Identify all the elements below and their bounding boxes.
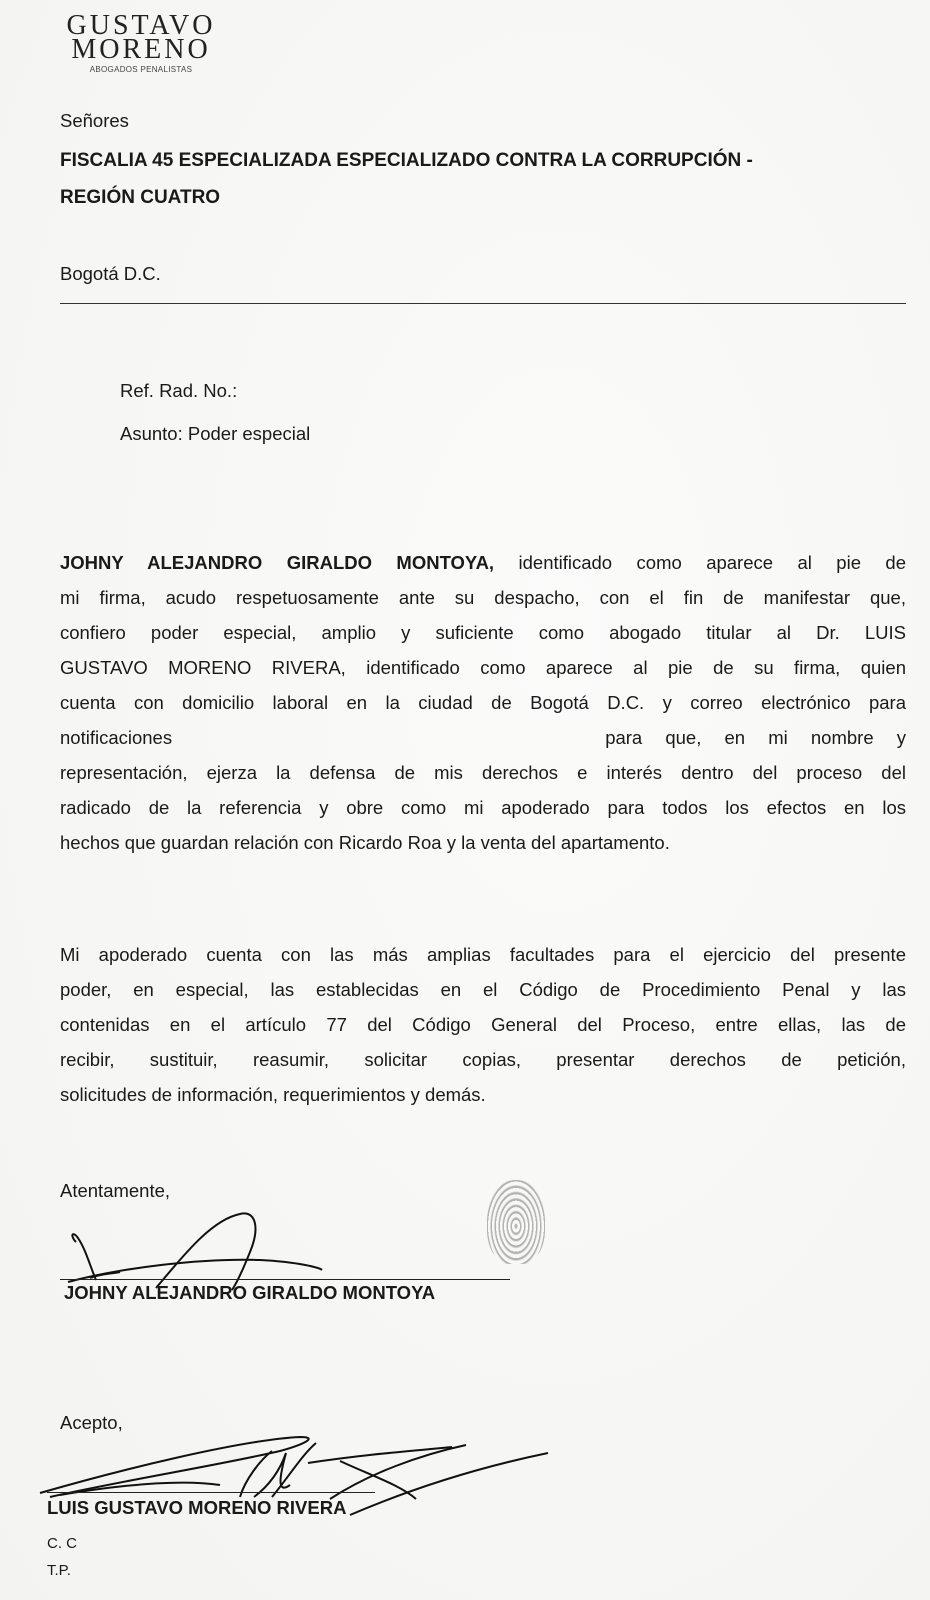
paragraph-2-line-4: recibir, sustituir, reasumir, solicitar copias, presentar derechos de petición, — [60, 1049, 906, 1070]
id-number-label: C. C — [47, 1535, 77, 1552]
header-divider — [60, 303, 906, 304]
paragraph-1-line-7: representación, ejerza la defensa de mis derechos e interés dentro del proceso del — [60, 762, 906, 783]
city: Bogotá D.C. — [60, 263, 161, 284]
recipient-line-2: REGIÓN CUATRO — [60, 187, 221, 208]
attorney-signature-line — [47, 1492, 375, 1493]
paragraph-2-line-1: Mi apoderado cuenta con las más amplias facultades para el ejercicio del presente — [60, 944, 906, 965]
grantor-signature-line — [60, 1279, 510, 1280]
grantor-name-inline: JOHNY ALEJANDRO GIRALDO MONTOYA, — [60, 552, 495, 573]
paragraph-1-line-3: confiero poder especial, amplio y suficiente como abogado titular al Dr. LUIS — [60, 622, 906, 643]
subject: Asunto: Poder especial — [120, 423, 311, 444]
logo-tagline: ABOGADOS PENALISTAS — [89, 65, 193, 74]
fingerprint — [487, 1180, 545, 1264]
salutation: Señores — [60, 110, 129, 131]
paragraph-1-line-2: mi firma, acudo respetuosamente ante su despacho, con el fin de manifestar que, — [60, 587, 906, 608]
paragraph-1-line-4: GUSTAVO MORENO RIVERA, identificado como aparece al pie de su firma, quien — [60, 657, 906, 678]
paragraph-2-line-2: poder, en especial, las establecidas en el Código de Procedimiento Penal y las — [60, 979, 906, 1000]
paragraph-1-line-1: JOHNY ALEJANDRO GIRALDO MONTOYA, identificado como aparece al pie de — [60, 552, 906, 573]
paragraph-2-line-5: solicitudes de información, requerimientos y demás. — [60, 1084, 486, 1105]
notifications-label: notificaciones — [60, 727, 173, 748]
professional-card-label: T.P. — [47, 1562, 71, 1579]
recipient-line-1: FISCALIA 45 ESPECIALIZADA ESPECIALIZADO CONTRA LA CORRUPCIÓN - — [60, 150, 753, 171]
paragraph-grant-of-power — [60, 545, 906, 860]
reference-number-label: Ref. Rad. No.: — [120, 380, 238, 401]
paragraph-1-line-6 — [60, 720, 906, 755]
acceptance-label: Acepto, — [60, 1412, 123, 1433]
paragraph-1-line-9: hechos que guardan relación con Ricardo Roa y la venta del apartamento. — [60, 832, 670, 853]
logo-line-1: GUSTAVO — [66, 10, 216, 41]
grantor-printed-name: JOHNY ALEJANDRO GIRALDO MONTOYA — [64, 1282, 436, 1303]
notifications-continuation: para que, en mi nombre y — [605, 727, 906, 748]
paragraph-2-line-3: contenidas en el artículo 77 del Código General del Proceso, entre ellas, las de — [60, 1014, 906, 1035]
paragraph-powers — [60, 937, 906, 1112]
law-firm-logo — [46, 10, 236, 74]
grantor-signature — [60, 1200, 380, 1290]
paragraph-1-line-5: cuenta con domicilio laboral en la ciudad de Bogotá D.C. y correo electrónico para — [60, 692, 906, 713]
logo-line-2: MORENO — [71, 34, 211, 65]
attorney-printed-name: LUIS GUSTAVO MORENO RIVERA — [47, 1497, 347, 1518]
paragraph-1-line-8: radicado de la referencia y obre como mi apoderado para todos los efectos en los — [60, 797, 906, 818]
closing: Atentamente, — [60, 1180, 171, 1201]
